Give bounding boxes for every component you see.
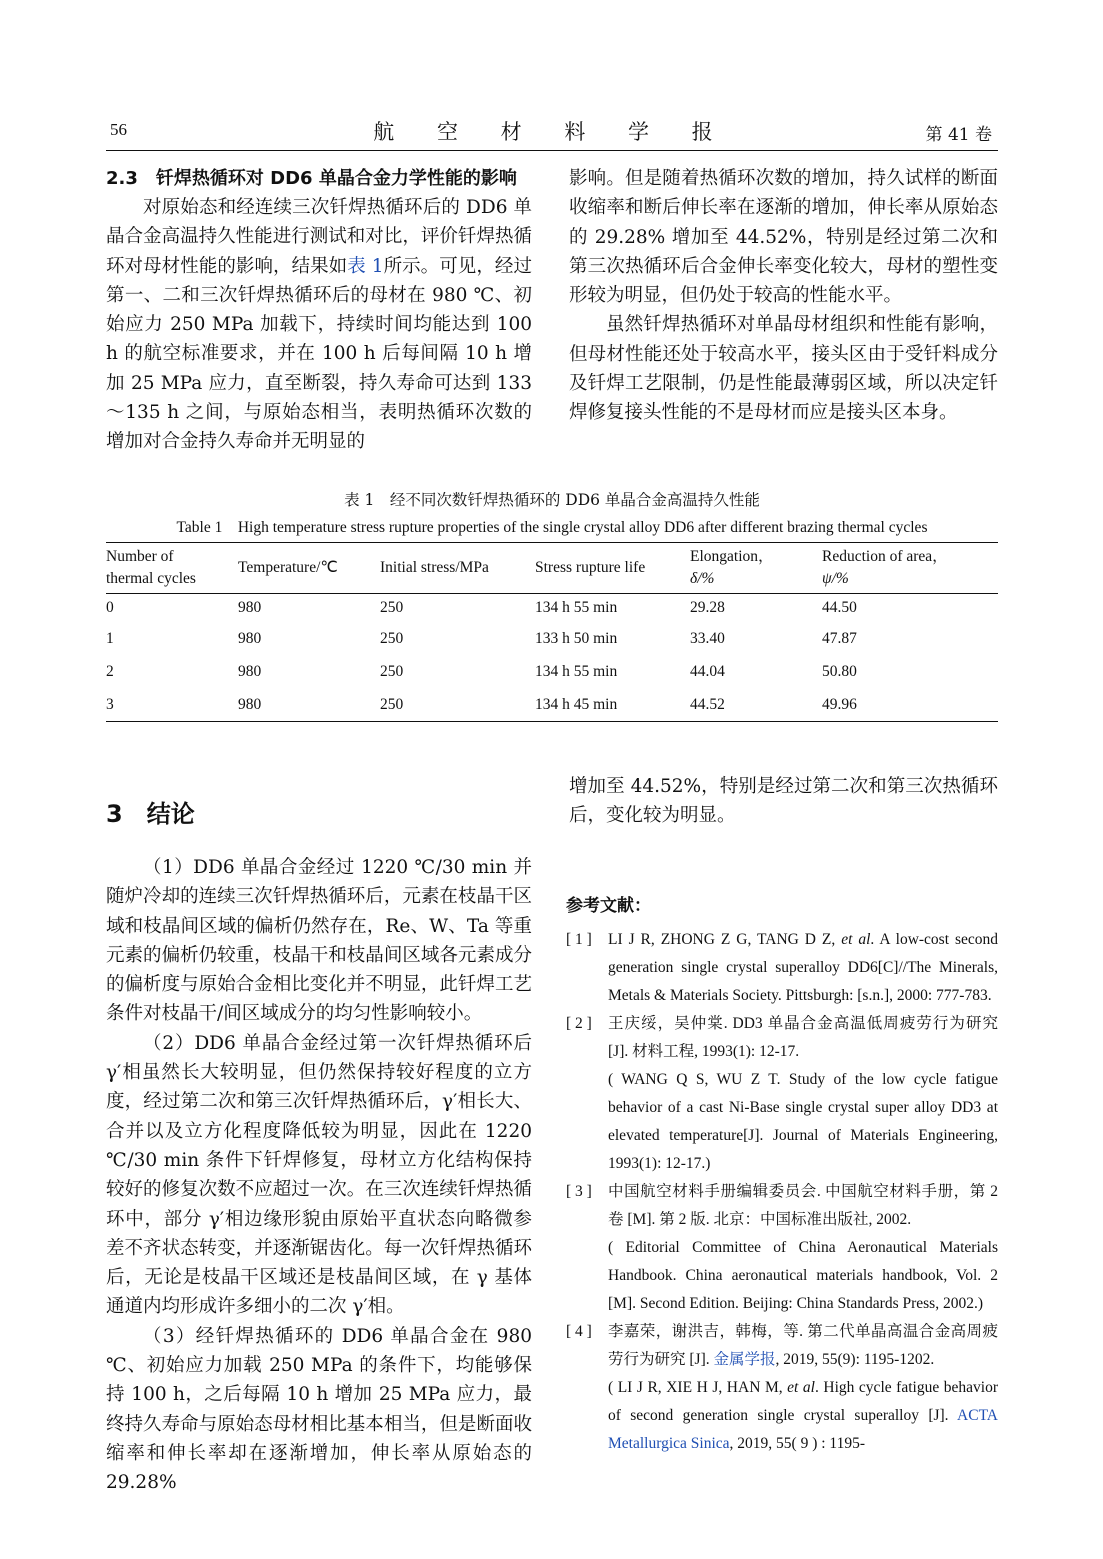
table-1-link[interactable]: 表 1 bbox=[347, 255, 384, 277]
cell-area: 47.87 bbox=[822, 630, 857, 647]
cell-temp: 980 bbox=[238, 630, 262, 647]
page-number: 56 bbox=[110, 120, 127, 139]
cell-area: 44.50 bbox=[822, 599, 857, 616]
reference-text-en: ( Editorial Committee of China Aeronautical Materials Handbook. China aeronautical materials handbook, Vol. 2 [M]. Second Edition. Beijing: China Standards Press, 2002.) bbox=[608, 1239, 998, 1312]
cell-stress: 250 bbox=[380, 630, 404, 647]
cell-area: 50.80 bbox=[822, 663, 857, 680]
header-life: Stress rupture life bbox=[535, 543, 690, 594]
para-text: 对原始态和经连续三次钎焊热循环后的 DD6 单晶合金高温持久性能进行测试和对比，评价钎焊热循环对母材性能的影响，结果如 bbox=[106, 197, 532, 277]
conclusion-3-continued: 增加至 44.52%，特别是经过第二次和第三次热循环后，变化较为明显。 bbox=[569, 776, 998, 827]
reference-text-en bbox=[608, 1374, 998, 1458]
reference-number: [ 2 ] bbox=[566, 1015, 592, 1032]
cell-stress: 250 bbox=[380, 663, 404, 680]
ref-etal: et al bbox=[787, 1379, 815, 1396]
conclusion-1: （1）DD6 单晶合金经过 1220 ℃/30 min 并随炉冷却的连续三次钎焊热循环后，元素在枝晶干区域和枝晶间区域的偏析仍然存在，Re、W、Ta 等重元素的偏析仍较重，枝晶干和枝晶间区域各元素成分的偏析度与原始合金相比变化并不明显，此钎焊工艺条件对枝晶干/间区域成分的均匀性影响较小。 bbox=[106, 857, 532, 1025]
cell-cycles: 2 bbox=[106, 663, 114, 680]
cell-stress: 250 bbox=[380, 688, 535, 722]
header-text: Reduction of area， bbox=[822, 548, 948, 565]
reference-text bbox=[608, 1318, 998, 1374]
cell-cycles: 3 bbox=[106, 688, 238, 722]
cell-stress: 250 bbox=[380, 599, 404, 616]
ref-text: ( LI J R, XIE H J, HAN M, bbox=[608, 1379, 788, 1396]
header-text: Number of bbox=[106, 548, 174, 565]
left-column-bottom bbox=[106, 853, 532, 1498]
header-cycles bbox=[106, 543, 238, 594]
table-caption-en: Table 1 High temperature stress rupture properties of the single crystal alloy DD6 after different brazing thermal cycles bbox=[176, 519, 928, 536]
table-row bbox=[106, 688, 998, 722]
ref-etal: et al bbox=[841, 931, 871, 948]
left-column-top bbox=[106, 164, 532, 457]
right-column-bottom bbox=[569, 772, 998, 831]
header-reduction bbox=[822, 543, 998, 594]
reference-text: 王庆绥，吴仲棠. DD3 单晶合金高温低周疲劳行为研究 [J]. 材料工程, 1993(1): 12-17. bbox=[608, 1015, 998, 1060]
table-header-row bbox=[106, 543, 998, 594]
cell-temp: 980 bbox=[238, 599, 262, 616]
table-row bbox=[106, 594, 998, 623]
references-heading: 参考文献： bbox=[566, 896, 651, 916]
reference-text-en: ( WANG Q S, WU Z T. Study of the low cycle fatigue behavior of a cast Ni-Base single crystal super alloy DD3 at elevated temperature[J]. Journal of Materials Engineering, 1993(1): 12-17.) bbox=[608, 1071, 998, 1172]
running-header bbox=[106, 116, 998, 151]
journal-link-en[interactable]: ACTA Metallurgica Sinica bbox=[608, 1407, 998, 1452]
ref-text: . High cycle fatigue behavior of second generation single crystal superalloy [J]. bbox=[608, 1379, 998, 1424]
conclusion-2: （2）DD6 单晶合金经过第一次钎焊热循环后 γ′相虽然长大较明显，但仍然保持较好程度的立方度，经过第二次和第三次钎焊热循环后，γ′相长大、合并以及立方化程度降低较为明显，因此在 1220 ℃/30 min 条件下钎焊修复，母材立方化结构保持较好的修复次数不应超过一次。在三次连续钎焊热循环中，部分 γ′相边缘形貌由原始平直状态向略微参差不齐状态转变，并逐渐锯齿化。每一次钎焊热循环后，无论是枝晶干区域还是枝晶间区域，在 γ 基体通道内均形成许多细小的二次 γ′相。 bbox=[106, 1032, 532, 1318]
cell-elong: 44.04 bbox=[690, 663, 725, 680]
section-2-3-paragraph-1 bbox=[106, 193, 532, 457]
ref-text: 李嘉荣，谢洪吉，韩梅，等. 第二代单晶高温合金高周疲劳行为研究 [J]. bbox=[608, 1323, 998, 1368]
header-text: δ/% bbox=[690, 570, 715, 587]
cell-cycles: 1 bbox=[106, 630, 114, 647]
reference-number: [ 4 ] bbox=[566, 1323, 592, 1340]
header-temperature: Temperature/℃ bbox=[238, 543, 380, 594]
cell-life: 134 h 55 min bbox=[535, 599, 618, 616]
cell-temp: 980 bbox=[238, 688, 380, 722]
ref-text: . A low-cost second generation single crystal superalloy DD6[C]//The Minerals, Metals & Materials Society. Pittsburgh: [s.n.], 2000: 777-783. bbox=[608, 931, 998, 1004]
cell-elong: 29.28 bbox=[690, 599, 725, 616]
reference-item bbox=[566, 1318, 998, 1458]
reference-text bbox=[608, 926, 998, 1010]
data-table bbox=[106, 542, 998, 722]
header-text: ψ/% bbox=[822, 570, 849, 587]
cell-life: 134 h 55 min bbox=[535, 663, 618, 680]
cell-elong: 44.52 bbox=[690, 688, 822, 722]
journal-link-cn[interactable]: 金属学报 bbox=[713, 1351, 776, 1368]
cell-cycles: 0 bbox=[106, 599, 114, 616]
journal-title: 航 空 材 料 学 报 bbox=[373, 120, 731, 144]
reference-text: 中国航空材料手册编辑委员会. 中国航空材料手册，第 2 卷 [M]. 第 2 版. 北京：中国标准出版社, 2002. bbox=[608, 1183, 998, 1228]
header-stress: Initial stress/MPa bbox=[380, 543, 535, 594]
ref-text: , 2019, 55( 9 ) : 1195- bbox=[729, 1435, 865, 1452]
section-2-3-heading: 2.3 钎焊热循环对 DD6 单晶合金力学性能的影响 bbox=[106, 168, 517, 189]
reference-item bbox=[566, 926, 998, 1010]
reference-number: [ 3 ] bbox=[566, 1183, 592, 1200]
header-text: thermal cycles bbox=[106, 570, 196, 587]
header-text: Elongation， bbox=[690, 548, 774, 565]
section-3-heading: 3 结论 bbox=[106, 800, 195, 828]
ref-text: , 2019, 55(9): 1195-1202. bbox=[775, 1351, 935, 1368]
ref-text: LI J R, ZHONG Z G, TANG D Z, bbox=[608, 931, 842, 948]
table-caption-cn: 表 1 经不同次数钎焊热循环的 DD6 单晶合金高温持久性能 bbox=[344, 491, 760, 509]
references bbox=[566, 892, 998, 1458]
section-2-3-paragraph-1-continued: 影响。但是随着热循环次数的增加，持久试样的断面收缩率和断后伸长率在逐渐的增加，伸长率从原始态的 29.28% 增加至 44.52%，特别是经过第二次和第三次热循环后合金伸长率变化较大，母材的塑性变形较为明显，但仍处于较高的性能水平。 bbox=[569, 168, 998, 307]
reference-item bbox=[566, 1178, 998, 1318]
cell-temp: 980 bbox=[238, 663, 262, 680]
cell-life: 133 h 50 min bbox=[535, 630, 618, 647]
conclusion-3: （3）经钎焊热循环的 DD6 单晶合金在 980 ℃、初始应力加载 250 MPa 的条件下，均能够保持 100 h，之后每隔 10 h 增加 25 MPa 应力，最终持久寿命与原始态母材相比基本相当，但是断面收缩率和伸长率却在逐渐增加，伸长率从原始态的 29.28% bbox=[106, 1325, 532, 1494]
reference-item bbox=[566, 1010, 998, 1178]
right-column-top bbox=[569, 164, 998, 428]
reference-number: [ 1 ] bbox=[566, 931, 592, 948]
cell-elong: 33.40 bbox=[690, 630, 725, 647]
section-2-3-paragraph-2: 虽然钎焊热循环对单晶母材组织和性能有影响，但母材性能还处于较高水平，接头区由于受钎料成分及钎焊工艺限制，仍是性能最薄弱区域，所以决定钎焊修复接头性能的不是母材而应是接头区本身。 bbox=[569, 314, 998, 424]
volume-label: 第 41 卷 bbox=[925, 125, 992, 145]
table-row bbox=[106, 655, 998, 688]
cell-life: 134 h 45 min bbox=[535, 688, 690, 722]
para-text: 所示。可见，经过第一、二和三次钎焊热循环后的母材在 980 ℃、初始应力 250 MPa 加载下，持续时间均能达到 100 h 的航空标准要求，并在 100 h 后每间隔 10 h 增加 25 MPa 应力，直至断裂，持久寿命可达到 133 ～135 h 之间，与原始态相当，表明热循环次数的增加对合金持久寿命并无明显的 bbox=[106, 255, 532, 453]
cell-area: 49.96 bbox=[822, 688, 998, 722]
header-elongation bbox=[690, 543, 822, 594]
table-row bbox=[106, 622, 998, 655]
